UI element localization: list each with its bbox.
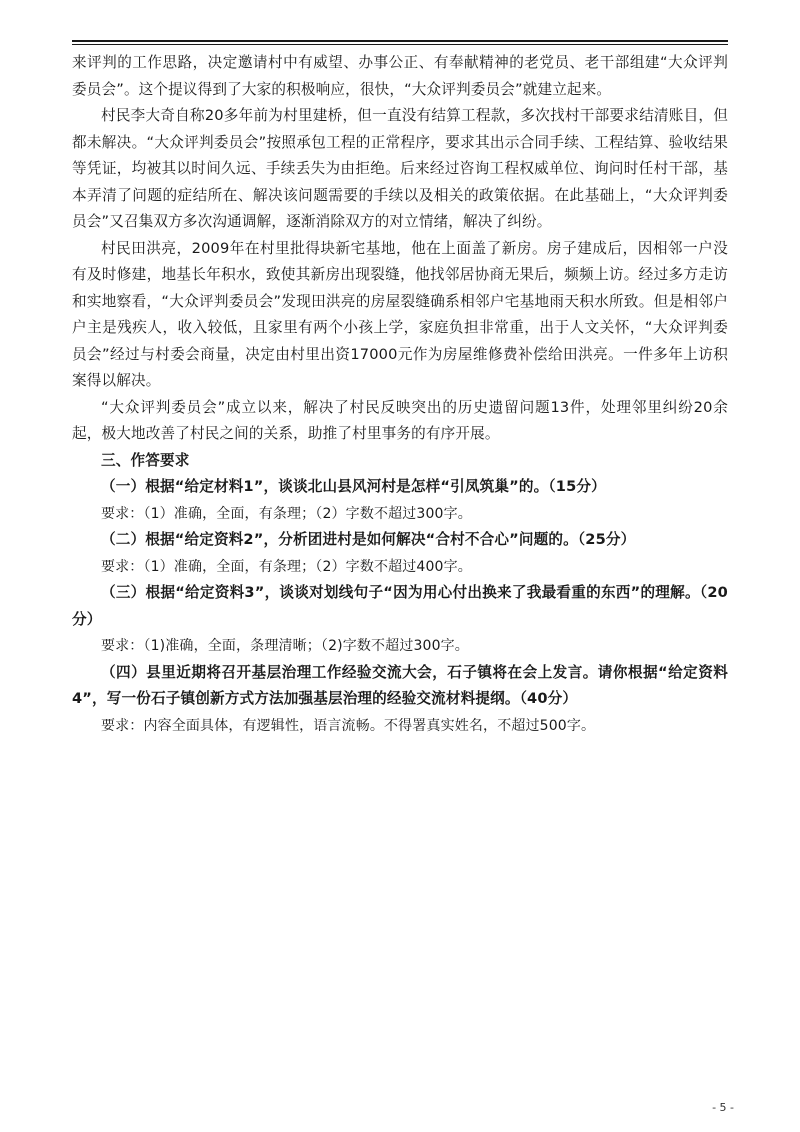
paragraph-2: 村民李大奇自称20多年前为村里建桥，但一直没有结算工程款，多次找村干部要求结清账目，但都未解决。“大众评判委员会”按照承包工程的正常程序，要求其出示合同手续、工程结算、验收结果等凭证，均被其以时间久远、手续丢失为由拒绝。后来经过咨询工程权威单位、询问时任村干部，基本弄清了问题的症结所在、解决该问题需要的手续以及相关的政策依据。在此基础上，“大众评判委员会”又召集双方多次沟通调解，逐渐消除双方的对立情绪，解决了纠纷。 (72, 107, 728, 230)
question-4: （四）县里近期将召开基层治理工作经验交流大会，石子镇将在会上发言。请你根据“给定资料4”，写一份石子镇创新方式方法加强基层治理的经验交流材料提纲。（40分） (72, 663, 728, 707)
document-body (72, 50, 728, 739)
requirement-2: 要求：（1）准确，全面，有条理；（2）字数不超过400字。 (101, 558, 472, 575)
header-rule-thin (72, 44, 728, 45)
requirement-1: 要求：（1）准确，全面，有条理；（2）字数不超过300字。 (101, 505, 472, 522)
section-title: 三、作答要求 (101, 451, 190, 469)
question-1: （一）根据“给定材料1”，谈谈北山县风河村是怎样“引凤筑巢”的。（15分） (101, 478, 606, 495)
question-2: （二）根据“给定资料2”，分析团进村是如何解决“合村不合心”问题的。（25分） (101, 531, 636, 548)
paragraph-1: 来评判的工作思路，决定邀请村中有威望、办事公正、有奉献精神的老党员、老干部组建“大众评判委员会”。这个提议得到了大家的积极响应，很快，“大众评判委员会”就建立起来。 (72, 54, 728, 98)
requirement-4: 要求：内容全面具体，有逻辑性，语言流畅。不得署真实姓名，不超过500字。 (101, 717, 596, 734)
question-3: （三）根据“给定资料3”，谈谈对划线句子“因为用心付出换来了我最看重的东西”的理解。（20分） (72, 584, 728, 628)
requirement-3: 要求：（1)准确，全面，条理清晰；（2)字数不超过300字。 (101, 638, 469, 654)
paragraph-3: 村民田洪亮，2009年在村里批得块新宅基地，他在上面盖了新房。房子建成后，因相邻一户没有及时修建，地基长年积水，致使其新房出现裂缝，他找邻居协商无果后，频频上访。经过多方走访和实地察看，“大众评判委员会”发现田洪亮的房屋裂缝确系相邻户宅基地雨天积水所致。但是相邻户户主是残疾人，收入较低，且家里有两个小孩上学，家庭负担非常重，出于人文关怀，“大众评判委员会”经过与村委会商量，决定由村里出资17000元作为房屋维修费补偿给田洪亮。一件多年上访积案得以解决。 (72, 239, 728, 389)
paragraph-4: “大众评判委员会”成立以来，解决了村民反映突出的历史遗留问题13件，处理邻里纠纷20余起，极大地改善了村民之间的关系，助推了村里事务的有序开展。 (72, 398, 728, 442)
page-number: - 5 - (712, 1101, 734, 1114)
header-rule-thick (72, 40, 728, 42)
